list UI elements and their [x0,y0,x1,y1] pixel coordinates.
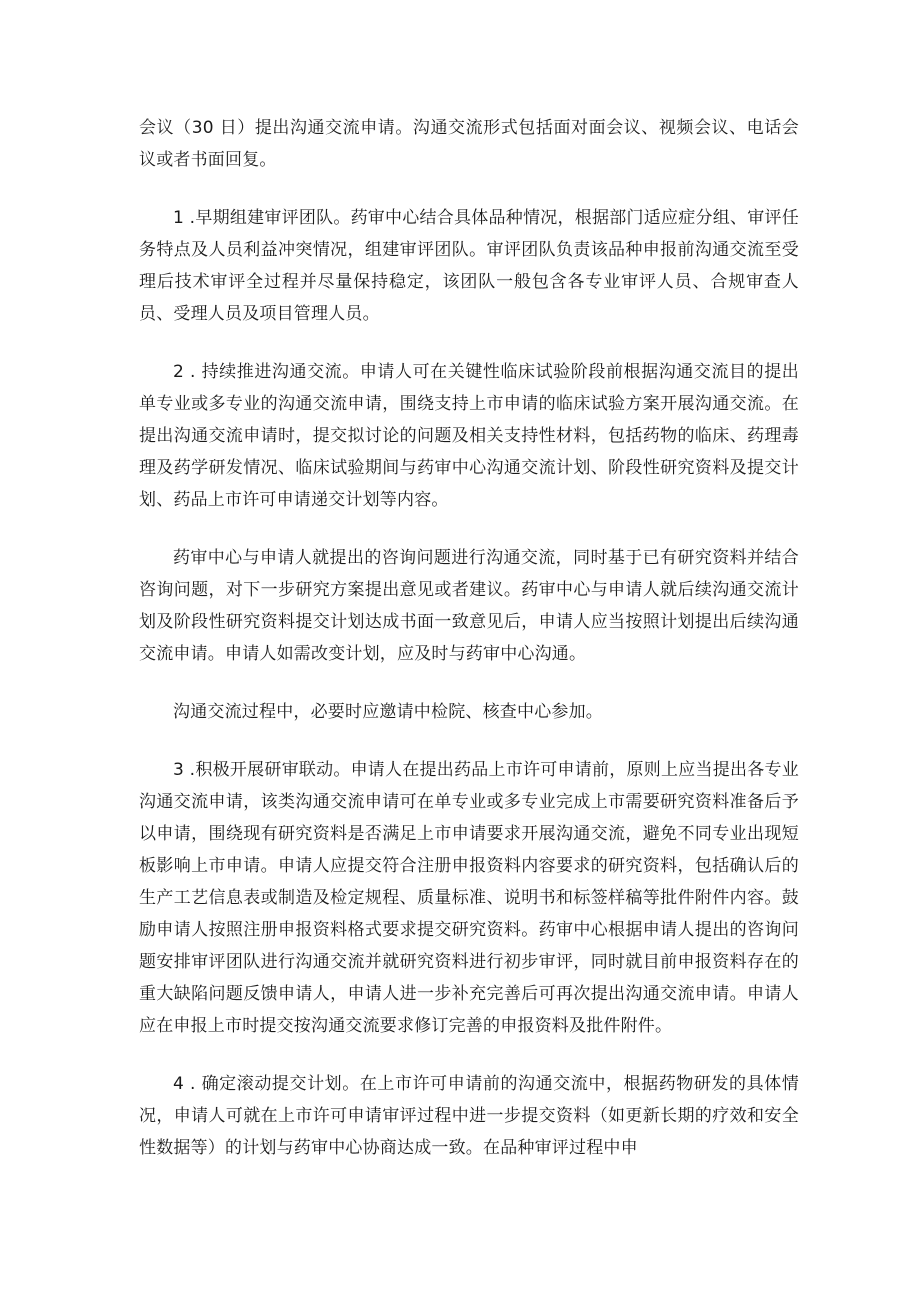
paragraph-item-4-rolling-submission: 4 . 确定滚动提交计划。在上市许可申请前的沟通交流中，根据药物研发的具体情况，申请人可就在上市许可申请审评过程中进一步提交资料（如更新长期的疗效和安全性数据等）的计划与药审中心协商达成一致。在品种审评过程中申 [139,1074,799,1158]
paragraph-item-2-communication: 2 . 持续推进沟通交流。申请人可在关键性临床试验阶段前根据沟通交流目的提出单专业或多专业的沟通交流申请，围绕支持上市申请的临床试验方案开展沟通交流。在提出沟通交流申请时，提交拟讨论的问题及相关支持性材料，包括药物的临床、药理毒理及药学研发情况、临床试验期间与药审中心沟通交流计划、阶段性研究资料及提交计划、药品上市许可申请递交计划等内容。 [139,362,799,510]
paragraph-meeting-forms: 会议（30 日）提出沟通交流申请。沟通交流形式包括面对面会议、视频会议、电话会议或者书面回复。 [139,118,799,170]
paragraph-invite-participants: 沟通交流过程中，必要时应邀请中检院、核查中心参加。 [173,702,603,722]
paragraph-cde-consultation: 药审中心与申请人就提出的咨询问题进行沟通交流，同时基于已有研究资料并结合咨询问题，对下一步研究方案提出意见或者建议。药审中心与申请人就后续沟通交流计划及阶段性研究资料提交计划达成书面一致意见后，申请人应当按照计划提出后续沟通交流申请。申请人如需改变计划，应及时与药审中心沟通。 [139,548,799,664]
paragraph-item-1-review-team: 1 .早期组建审评团队。药审中心结合具体品种情况，根据部门适应症分组、审评任务特点及人员利益冲突情况，组建审评团队。审评团队负责该品种申报前沟通交流至受理后技术审评全过程并尽量保持稳定，该团队一般包含各专业审评人员、合规审查人员、受理人员及项目管理人员。 [139,208,799,324]
document-body [139,112,799,1190]
paragraph-item-3-research-review: 3 .积极开展研审联动。申请人在提出药品上市许可申请前，原则上应当提出各专业沟通交流申请，该类沟通交流申请可在单专业或多专业完成上市需要研究资料准备后予以申请，围绕现有研究资料是否满足上市申请要求开展沟通交流，避免不同专业出现短板影响上市申请。申请人应提交符合注册申报资料内容要求的研究资料，包括确认后的生产工艺信息表或制造及检定规程、质量标准、说明书和标签样稿等批件附件内容。鼓励申请人按照注册申报资料格式要求提交研究资料。药审中心根据申请人提出的咨询问题安排审评团队进行沟通交流并就研究资料进行初步审评，同时就目前申报资料存在的重大缺陷问题反馈申请人，申请人进一步补充完善后可再次提出沟通交流申请。申请人应在申报上市时提交按沟通交流要求修订完善的申报资料及批件附件。 [139,760,799,1036]
